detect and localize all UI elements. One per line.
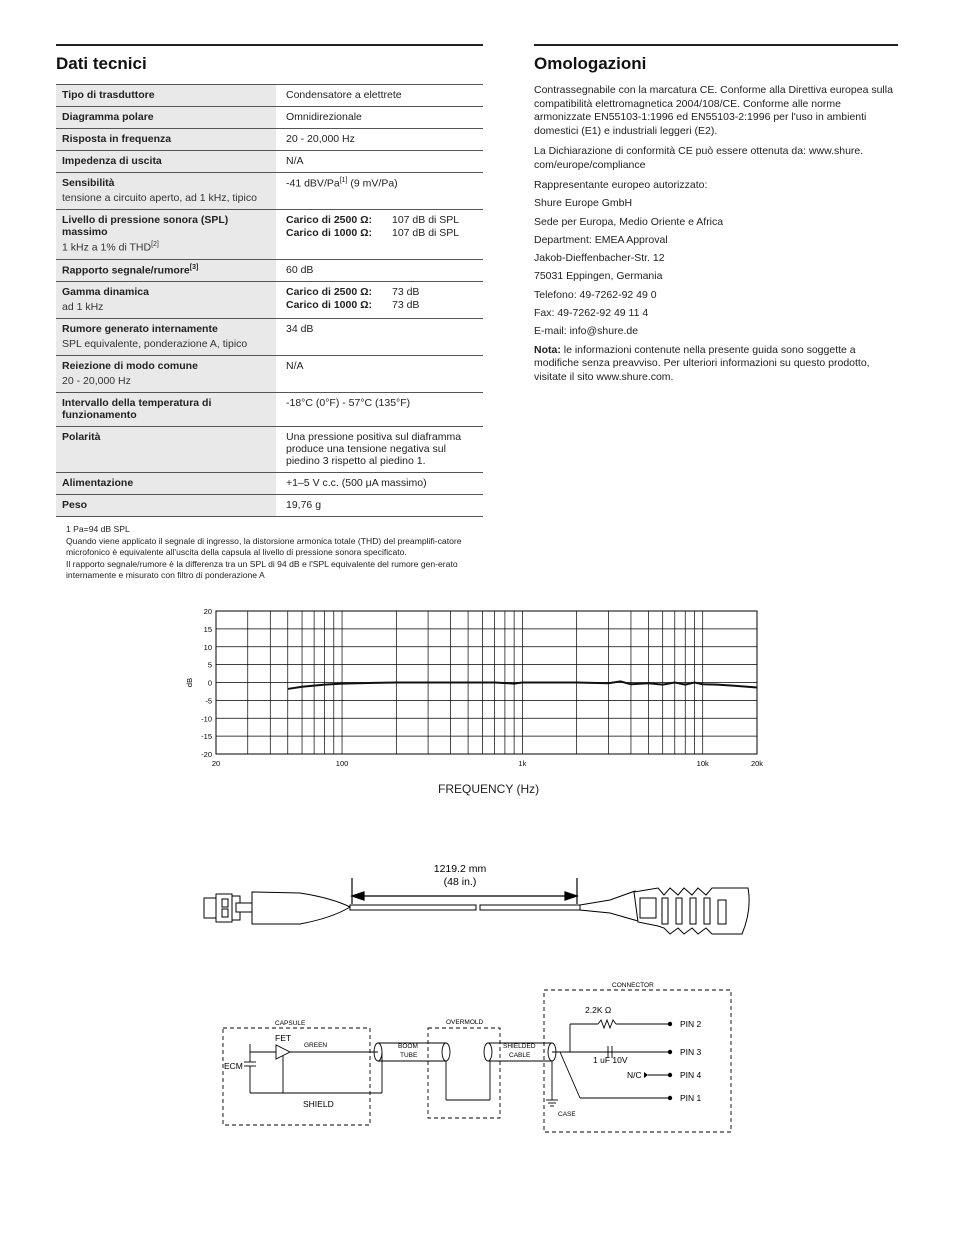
spec-value: 60 dB <box>286 263 314 276</box>
footnote-1: 1 Pa=94 dB SPL <box>66 524 130 534</box>
address-line: Jakob-Dieffenbacher-Str. 12 <box>534 252 665 265</box>
x-tick-label: 20k <box>750 759 764 768</box>
note-label: Nota: <box>534 343 561 356</box>
green-label: GREEN <box>304 1042 328 1049</box>
spec-key-text: Impedenza di uscita <box>62 155 162 167</box>
footnote-3: Il rapporto segnale/rumore è la differenza tra un SPL di 94 dB e l'SPL equivalente del rumore gen-erato internamente e misurato con filtro di ponderazione A <box>66 558 458 580</box>
x-axis-label: FREQUENCY (Hz) <box>438 782 540 796</box>
spec-key-text: Sensibilità <box>62 177 115 189</box>
spec-value: 20 - 20,000 Hz <box>286 133 355 145</box>
x-tick-label: 100 <box>335 759 349 768</box>
boom-overmold <box>580 888 749 934</box>
spec-key-subtext-text: SPL equivalente, ponderazione A, tipico <box>62 338 248 350</box>
length-label-1: 1219.2 mm <box>433 863 487 875</box>
capacitor-label: 1 uF 10V <box>593 1055 628 1065</box>
footnote-2: Quando viene applicato il segnale di ingresso, la distorsione armonica totale (THD) del preamplifi-catore microfonico è equivalente all'uscita della capsula al livello di pressione sonora specificato. <box>66 535 462 557</box>
y-tick-label: 5 <box>207 660 212 670</box>
spec-value: Omnidirezionale <box>286 111 362 123</box>
spec-key-subtext-text: 20 - 20,000 Hz <box>62 375 131 387</box>
boom-label-1: BOOM <box>398 1043 418 1050</box>
load-value: 107 dB di SPL <box>392 214 460 226</box>
spec-key-text: Reiezione di modo comune <box>62 360 198 372</box>
spec-value: -41 dBV/Pa <box>286 177 340 190</box>
spec-key-text: Rumore generato internamente <box>62 323 218 335</box>
pin4-label: PIN 4 <box>680 1070 702 1080</box>
cable-drawing <box>0 850 954 950</box>
spec-key-text: Alimentazione <box>62 477 134 489</box>
x-tick-label: 20 <box>211 759 221 768</box>
section-title: Omologazioni <box>534 54 647 73</box>
load-label: Carico di 2500 Ω: <box>286 286 373 298</box>
spec-key-text: Risposta in frequenza <box>62 133 172 145</box>
spec-key-text: Intervallo della temperatura di funzionamento <box>62 397 212 421</box>
footnote-ref: [3] <box>189 263 199 271</box>
fet-label: FET <box>275 1033 292 1043</box>
note-text: le informazioni contenute nella presente guida sono soggette a modifiche senza preavviso. Per ulteriori informazioni su questo prodotto, visitate il sito www.shure.com. <box>534 343 870 383</box>
footnote-ref: [1] <box>339 177 348 184</box>
spec-value: Condensatore a elettrete <box>286 89 402 101</box>
spec-value: 19,76 g <box>286 499 322 511</box>
x-tick-label: 10k <box>696 759 709 768</box>
pin2-label: PIN 2 <box>680 1019 702 1029</box>
spec-key-text: Polarità <box>62 431 101 443</box>
overmold-label: OVERMOLD <box>446 1019 484 1026</box>
spec-key-text: Rapporto segnale/rumore <box>62 264 190 276</box>
spec-key-text: Livello di pressione sonora (SPL) massimo <box>62 214 229 238</box>
y-axis-label: dB <box>185 677 194 688</box>
address-line: Fax: 49-7262-92 49 11 4 <box>534 307 649 320</box>
declaration-paragraph: La Dichiarazione di conformità CE può essere ottenuta da: www.shure. com/europe/compliance <box>534 145 864 171</box>
boom-label-2: TUBE <box>400 1052 418 1059</box>
spec-value: -18°C (0°F) - 57°C (135°F) <box>286 397 411 409</box>
footnote-ref: [2] <box>151 241 159 248</box>
connector-label: CONNECTOR <box>612 982 654 989</box>
nc-label: N/C <box>627 1070 642 1080</box>
y-tick-label: 15 <box>203 624 212 634</box>
spec-key-text: Peso <box>62 499 88 511</box>
case-label: CASE <box>558 1111 576 1118</box>
load-value: 107 dB di SPL <box>392 227 460 239</box>
address-line: 75031 Eppingen, Germania <box>534 270 663 283</box>
wiring-schematic <box>0 975 954 1145</box>
shielded-label-2: CABLE <box>509 1052 531 1059</box>
spec-value: Una pressione positiva sul diaframma produce una tensione negativa sul piedino 3 rispetto al piedino 1. <box>286 431 462 467</box>
shielded-label-1: SHIELDED <box>503 1043 536 1050</box>
xlr-connector <box>204 892 350 924</box>
spec-key-subtext-text: ad 1 kHz <box>62 301 104 313</box>
spec-value-suffix: (9 mV/Pa) <box>347 177 398 190</box>
spec-value: N/A <box>286 360 304 372</box>
load-label: Carico di 1000 Ω: <box>286 227 373 239</box>
load-value: 73 dB <box>392 299 420 311</box>
x-tick-label: 1k <box>518 759 527 768</box>
spec-key-subtext-text: 1 kHz a 1% di THD <box>62 241 152 254</box>
cable-line <box>350 905 580 910</box>
y-tick-label: 20 <box>203 607 212 616</box>
load-label: Carico di 1000 Ω: <box>286 299 373 311</box>
overmold-box <box>428 1028 500 1118</box>
y-tick-label: 10 <box>203 642 212 652</box>
ecm-label: ECM <box>224 1061 243 1071</box>
spec-value: 34 dB <box>286 323 314 335</box>
load-value: 73 dB <box>392 286 420 298</box>
spec-key-text: Diagramma polare <box>62 111 154 123</box>
spec-value: N/A <box>286 155 304 167</box>
y-tick-label: 0 <box>207 678 212 688</box>
address-line: Department: EMEA Approval <box>534 233 668 246</box>
resistor-label: 2.2K Ω <box>585 1005 612 1015</box>
y-tick-label: -15 <box>201 732 212 742</box>
address-line: Shure Europe GmbH <box>534 197 633 210</box>
capsule-label: CAPSULE <box>275 1020 306 1027</box>
spec-key-text: Tipo di trasduttore <box>62 89 155 101</box>
section-title: Dati tecnici <box>56 54 147 73</box>
length-label-2: (48 in.) <box>443 876 477 888</box>
spec-key-text: Gamma dinamica <box>62 286 149 298</box>
pin3-label: PIN 3 <box>680 1047 702 1057</box>
spec-key-subtext-text: tensione a circuito aperto, ad 1 kHz, tipico <box>62 192 257 204</box>
ce-paragraph: Contrassegnabile con la marcatura CE. Conforme alla Direttiva europea sulla compatibilità elettromagnetica 2004/108/CE. Conforme alle norme armonizzate EN55103-1:1996 ed EN55103-2:1996 per l'uso in ambienti domestici (E1) e industriali leggeri (E2). <box>534 84 893 137</box>
pin1-label: PIN 1 <box>680 1093 702 1103</box>
y-tick-label: -10 <box>201 714 212 724</box>
address-line: Telefono: 49-7262-92 49 0 <box>534 288 657 301</box>
address-line: E-mail: info@shure.de <box>534 325 639 338</box>
y-tick-label: -5 <box>205 696 212 706</box>
shield-label: SHIELD <box>303 1099 334 1109</box>
load-label: Carico di 2500 Ω: <box>286 214 373 226</box>
address-line: Rappresentante europeo autorizzato: <box>534 179 708 191</box>
capsule-box <box>223 1028 370 1125</box>
address-line: Sede per Europa, Medio Oriente e Africa <box>534 215 724 228</box>
spec-value: +1–5 V c.c. (500 μA massimo) <box>286 477 427 489</box>
y-tick-label: -20 <box>201 750 212 759</box>
